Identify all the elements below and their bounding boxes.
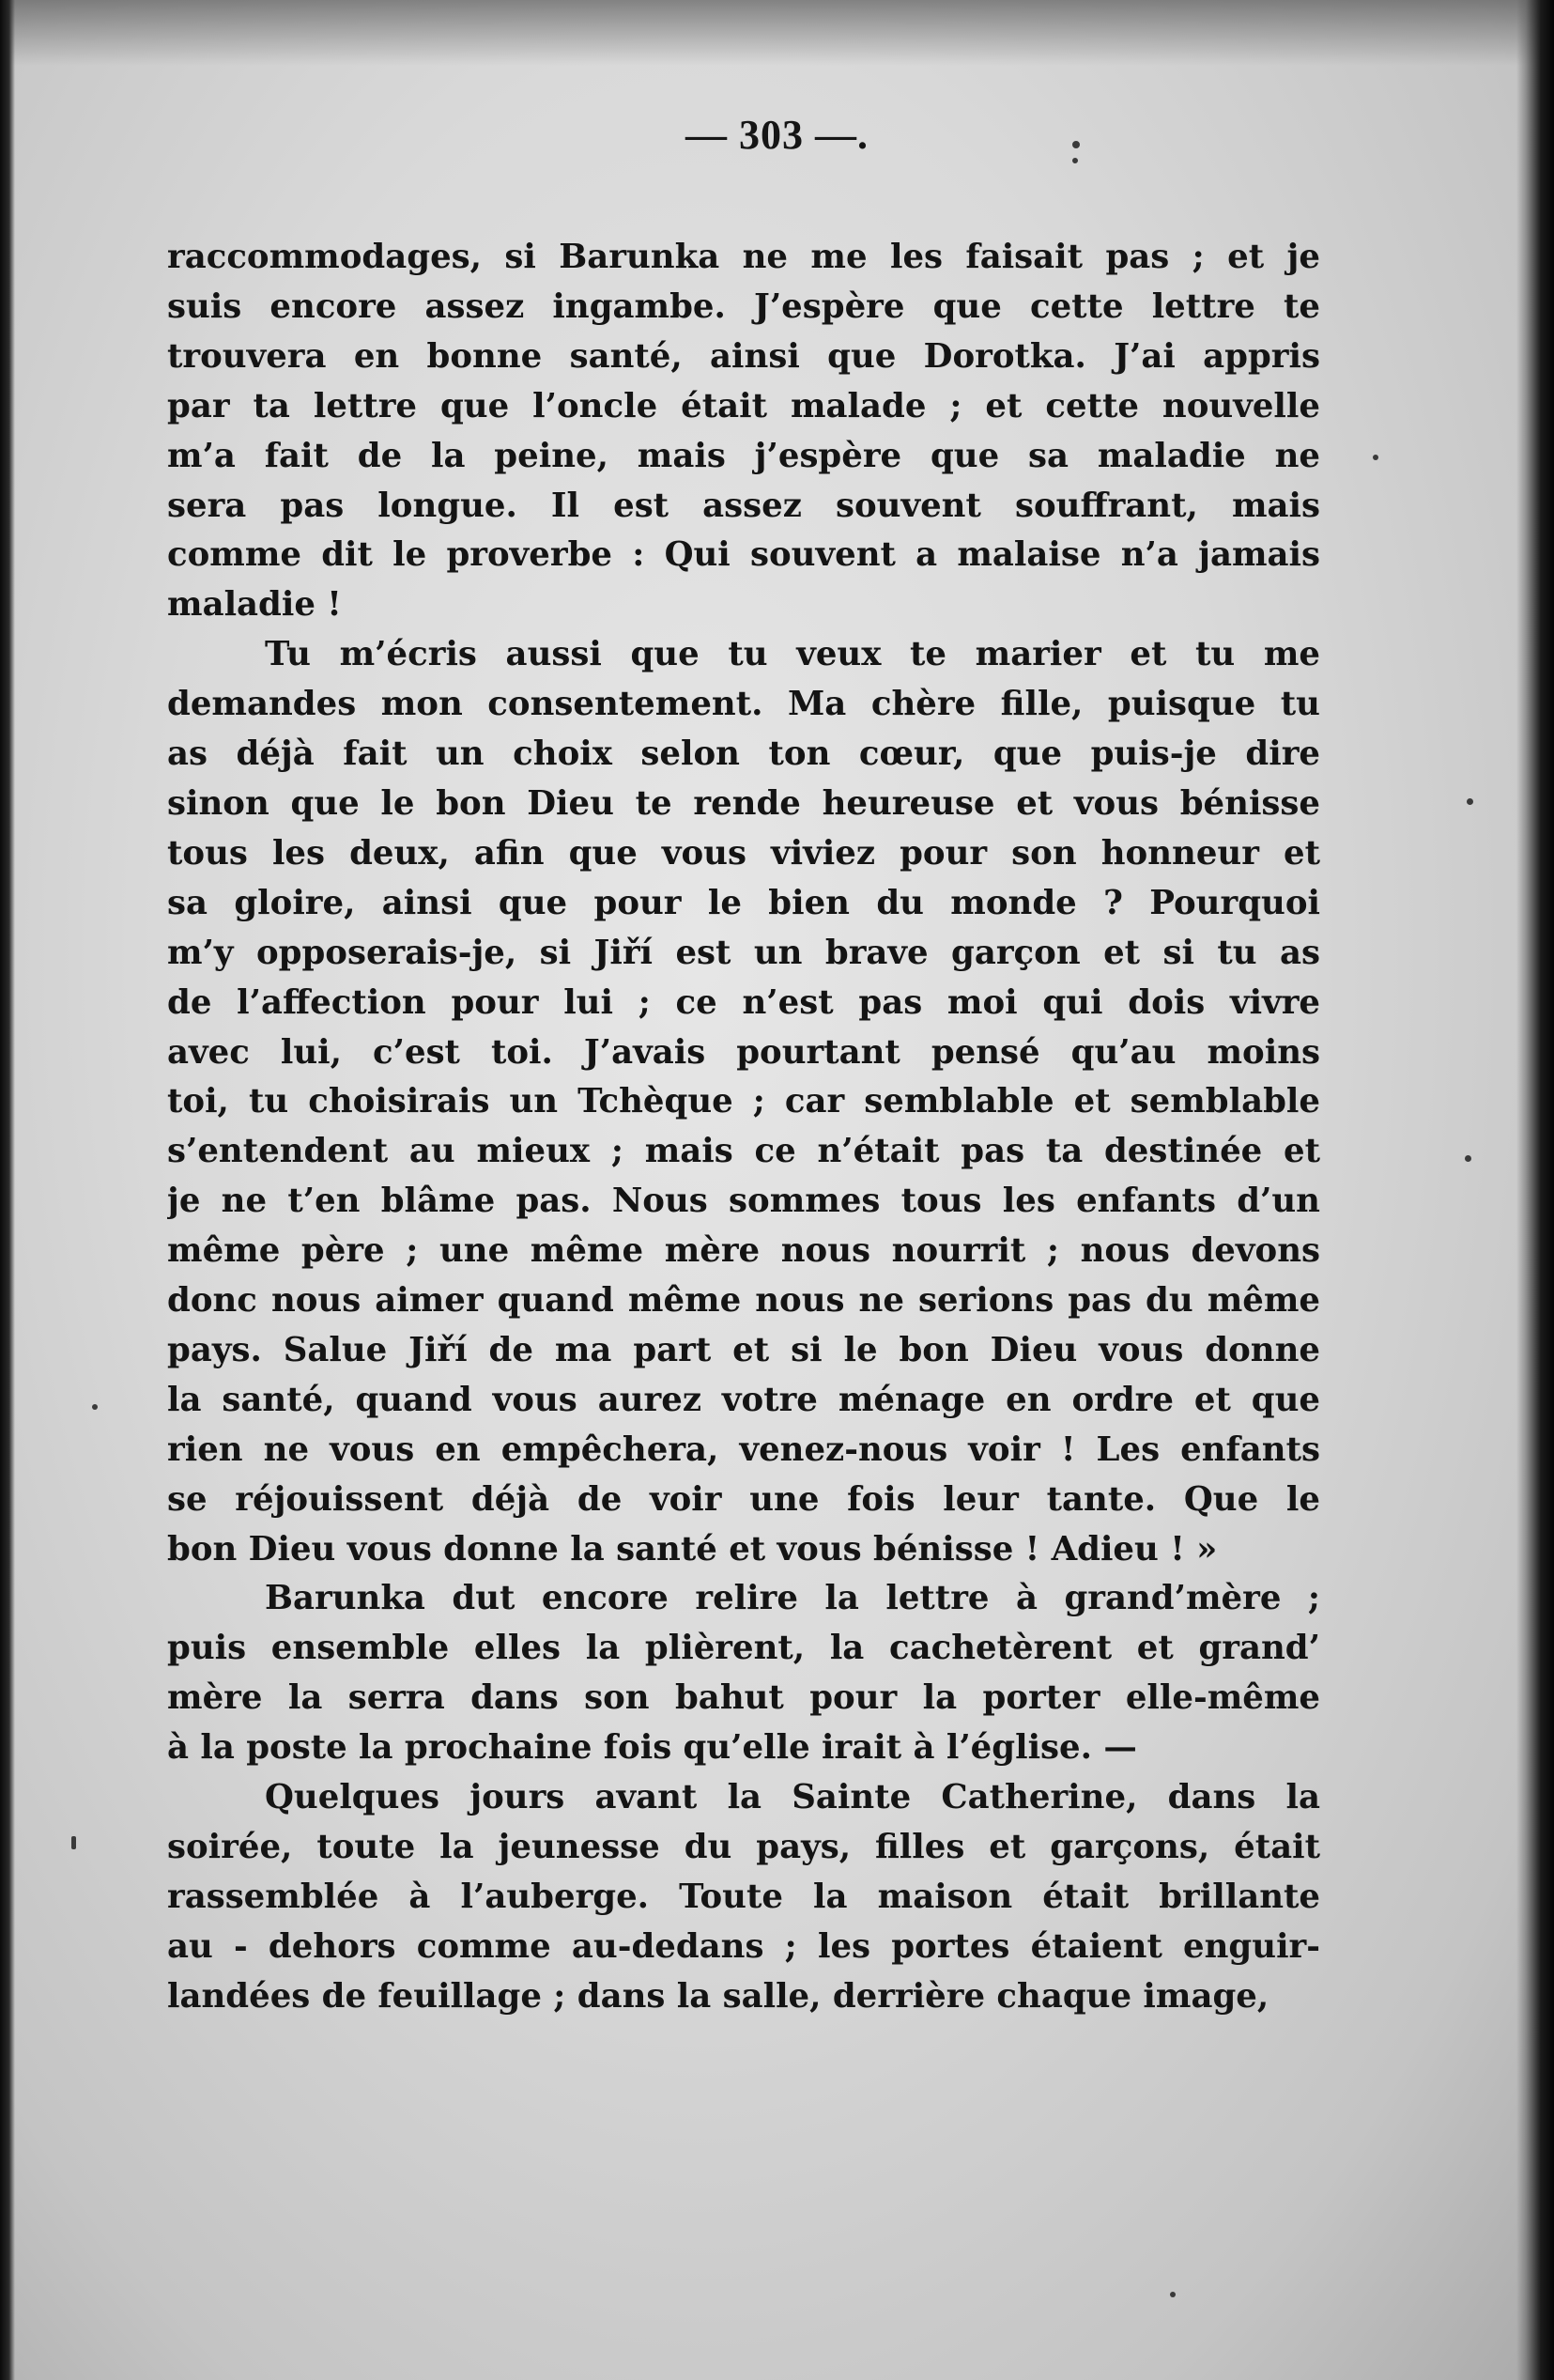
text-line: sa gloire, ainsi que pour le bien du monde ? Pourquoi xyxy=(167,883,1320,922)
text-line: mère la serra dans son bahut pour la porter elle-même xyxy=(167,1678,1320,1718)
body-text xyxy=(167,233,1320,2022)
text-line: raccommodages, si Barunka ne me les faisait pas ; et je xyxy=(167,238,1320,276)
scan-speck xyxy=(71,1836,76,1849)
text-line: s’entendent au mieux ; mais ce n’était pas ta destinée et xyxy=(167,1132,1320,1171)
paragraph xyxy=(167,233,1320,630)
text-line: donc nous aimer quand même nous ne serions pas du même xyxy=(167,1281,1320,1321)
text-line: sera pas longue. Il est assez souvent souffrant, mais xyxy=(167,486,1320,525)
scan-speck xyxy=(1170,2292,1176,2297)
text-line: puis ensemble elles la plièrent, la cachetèrent et grand’ xyxy=(167,1629,1320,1668)
text-line: rassemblée à l’auberge. Toute la maison était brillante xyxy=(167,1877,1320,1916)
text-line: par ta lettre que l’oncle était malade ; et cette nouvelle xyxy=(167,386,1320,425)
scan-speck xyxy=(1465,1155,1471,1162)
text-line: demandes mon consentement. Ma chère fille, puisque tu xyxy=(167,685,1320,724)
paragraph xyxy=(167,1574,1320,1773)
paragraph xyxy=(167,630,1320,1574)
scan-speck xyxy=(1467,798,1473,805)
scan-speck xyxy=(92,1404,98,1410)
scan-speck xyxy=(1373,455,1378,460)
text-line: Barunka dut encore relire la lettre à grand’mère ; xyxy=(265,1579,1320,1618)
text-line: sinon que le bon Dieu te rende heureuse et vous bénisse xyxy=(167,783,1320,823)
text-line: m’y opposerais-je, si Jiří est un brave garçon et si tu as xyxy=(167,933,1320,972)
text-line: la santé, quand vous aurez votre ménage en ordre et que xyxy=(167,1380,1320,1419)
text-line: suis encore assez ingambe. J’espère que cette lettre te xyxy=(167,286,1320,326)
text-line: tous les deux, afin que vous viviez pour son honneur et xyxy=(167,833,1320,873)
text-line: Quelques jours avant la Sainte Catherine, dans la xyxy=(265,1778,1320,1817)
text-line: soirée, toute la jeunesse du pays, filles et garçons, était xyxy=(167,1828,1320,1866)
text-line: rien ne vous en empêchera, venez-nous voir ! Les enfants xyxy=(167,1430,1320,1469)
text-line: même père ; une même mère nous nourrit ; nous devons xyxy=(167,1231,1320,1271)
page-right-edge xyxy=(1516,0,1554,2380)
text-line: Tu m’écris aussi que tu veux te marier et tu me xyxy=(265,635,1320,674)
text-line: maladie ! xyxy=(167,585,342,625)
text-line: as déjà fait un choix selon ton cœur, que puis-je dire xyxy=(167,734,1320,774)
text-line: se réjouissent déjà de voir une fois leur tante. Que le xyxy=(167,1479,1320,1519)
text-line: à la poste la prochaine fois qu’elle irait à l’église. — xyxy=(167,1728,1137,1768)
page-number: — 303 —. xyxy=(685,112,869,158)
paragraph xyxy=(167,1773,1320,2022)
text-line: avec lui, c’est toi. J’avais pourtant pensé qu’au moins xyxy=(167,1032,1320,1072)
text-line: landées de feuillage ; dans la salle, derrière chaque image, xyxy=(167,1976,1269,2016)
page-top-shadow xyxy=(0,0,1554,66)
text-line: je ne t’en blâme pas. Nous sommes tous les enfants d’un xyxy=(167,1182,1320,1221)
text-line: m’a fait de la peine, mais j’espère que sa maladie ne xyxy=(167,436,1320,475)
text-line: toi, tu choisirais un Tchèque ; car semblable et semblable xyxy=(167,1082,1320,1121)
page-left-edge xyxy=(0,0,15,2380)
text-line: trouvera en bonne santé, ainsi que Dorotka. J’ai appris xyxy=(167,336,1320,376)
text-line: comme dit le proverbe : Qui souvent a malaise n’a jamais xyxy=(167,535,1320,575)
text-line: bon Dieu vous donne la santé et vous bénisse ! Adieu ! » xyxy=(167,1529,1218,1569)
text-line: de l’affection pour lui ; ce n’est pas moi qui dois vivre xyxy=(167,982,1320,1022)
text-line: au - dehors comme au-dedans ; les portes étaient enguir- xyxy=(167,1926,1320,1966)
text-line: pays. Salue Jiří de ma part et si le bon Dieu vous donne xyxy=(167,1330,1320,1369)
